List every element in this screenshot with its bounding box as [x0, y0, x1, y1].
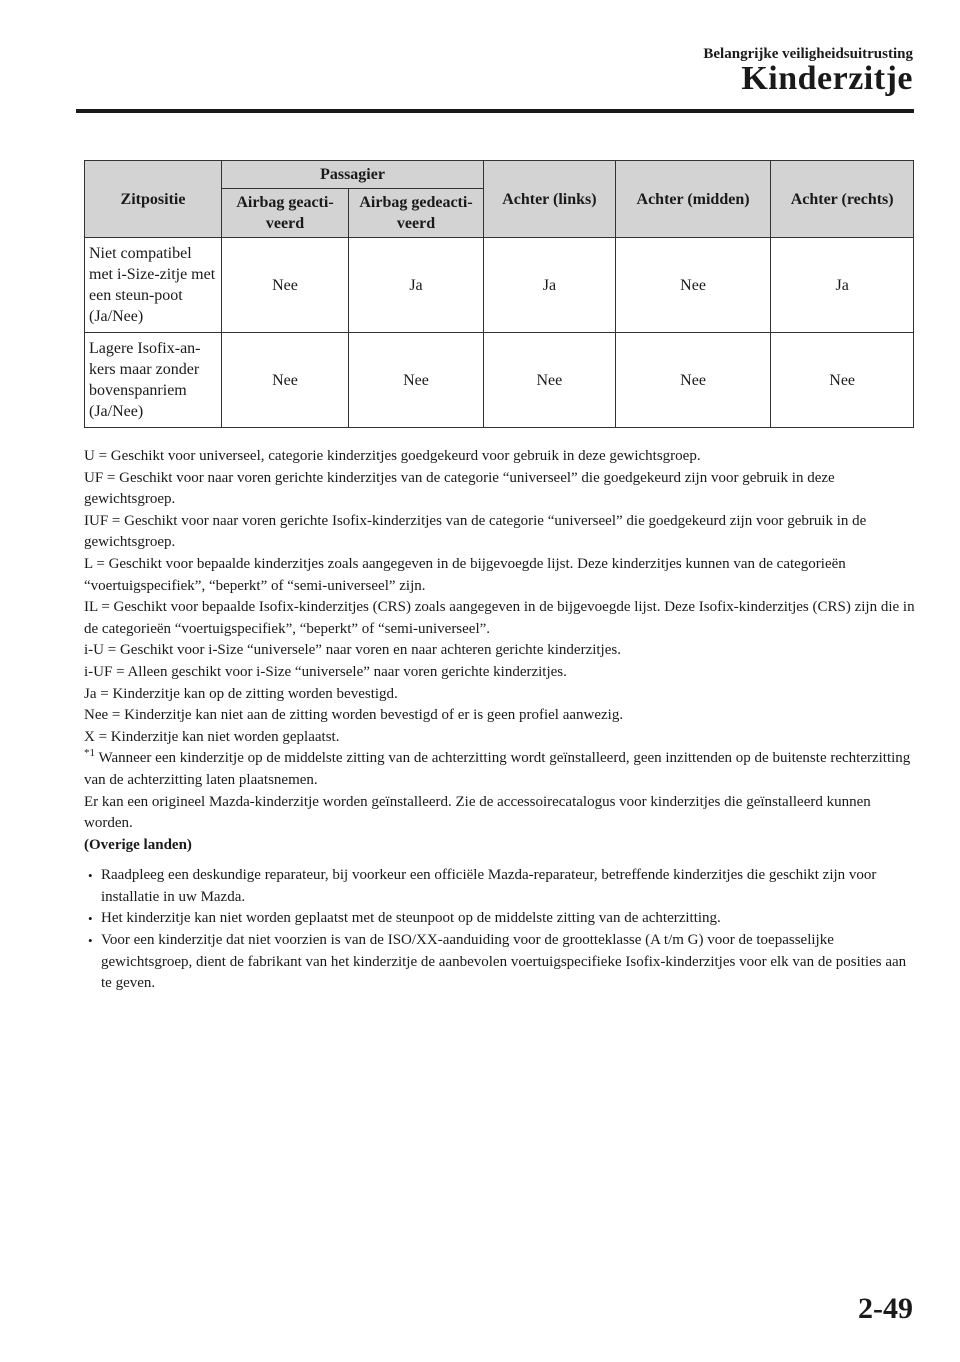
table-cell: Nee — [615, 238, 771, 333]
table-cell: Nee — [222, 238, 349, 333]
table-header-row — [85, 161, 914, 189]
table-cell: Nee — [615, 333, 771, 428]
row-label: Niet compatibel met i-Size-zitje met een steun-poot (Ja/Nee) — [85, 238, 222, 333]
table-cell: Ja — [484, 238, 616, 333]
bullet-icon: • — [88, 933, 93, 949]
table-cell: Nee — [484, 333, 616, 428]
header-airbag-on: Airbag geacti-veerd — [222, 189, 349, 238]
page-number: 2-49 — [858, 1292, 913, 1325]
legend-item: i-UF = Alleen geschikt voor i-Size “universele” naar voren gerichte kinderzitjes. — [84, 663, 567, 680]
legend-item: X = Kinderzitje kan niet worden geplaatst. — [84, 728, 340, 745]
legend-item: L = Geschikt voor bepaalde kinderzitjes zoals aangegeven in de bijgevoegde lijst. Deze kinderzitjes kunnen van de categorieën “voertuigspecifiek”, “beperkt” of “semi-universeel” zijn. — [84, 555, 846, 594]
header-achter-links: Achter (links) — [484, 161, 616, 238]
subheading: (Overige landen) — [84, 836, 192, 853]
footnote-text: Wanneer een kinderzitje op de middelste zitting van de achterzitting wordt geïnstalleerd, geen inzittenden op de buitenste rechterzitting van de achterzitting laten plaatsnemen. — [84, 750, 911, 788]
bullet-icon: • — [88, 868, 93, 884]
table-row — [85, 238, 914, 333]
table-row — [85, 333, 914, 428]
header-zitpositie: Zitpositie — [85, 161, 222, 238]
header-divider — [76, 109, 914, 113]
list-item-text: Voor een kinderzitje dat niet voorzien is van de ISO/XX-aanduiding voor de grootteklasse (A t/m G) voor de toepasselijke gewichtsgroep, dient de fabrikant van het kinderzitje de aanbevolen voertuigspecifieke Isofix-kinderzitjes voor elk van de posities aan te geven. — [101, 932, 907, 992]
list-item-text: Raadpleeg een deskundige reparateur, bij voorkeur een officiële Mazda-reparateur, betreffende kinderzitjes die geschikt zijn voor installatie in uw Mazda. — [101, 867, 877, 905]
body-text — [84, 446, 916, 995]
page-title: Kinderzitje — [741, 60, 913, 97]
footnote-mark: *1 — [84, 747, 95, 760]
legend-item: IL = Geschikt voor bepaalde Isofix-kinderzitjes (CRS) zoals aangegeven in de bijgevoegde lijst. Deze Isofix-kinderzitjes (CRS) zijn die in de categorieën “voertuigspecifiek”, “beperkt” of “semi-universeel”. — [84, 599, 915, 637]
bullet-list — [84, 865, 916, 995]
legend-item: IUF = Geschikt voor naar voren gerichte Isofix-kinderzitjes van de categorie “universeel” die goedgekeurd zijn voor gebruik in de gewichtsgroep. — [84, 512, 867, 551]
list-item — [84, 908, 916, 930]
header-passagier: Passagier — [222, 161, 484, 189]
header-achter-midden: Achter (midden) — [615, 161, 771, 238]
legend-item: Ja = Kinderzitje kan op de zitting worden bevestigd. — [84, 685, 398, 702]
table-cell: Nee — [349, 333, 484, 428]
legend-item: Nee = Kinderzitje kan niet aan de zitting worden bevestigd of er is geen profiel aanwezig. — [84, 707, 624, 724]
section-title: Belangrijke veiligheidsuitrusting — [703, 46, 913, 62]
legend-item: U = Geschikt voor universeel, categorie kinderzitjes goedgekeurd voor gebruik in deze gewichtsgroep. — [84, 448, 701, 464]
legend-item: UF = Geschikt voor naar voren gerichte kinderzitjes van de categorie “universeel” die goedgekeurd zijn voor gebruik in deze gewichtsgroep. — [84, 469, 835, 508]
footnote — [84, 748, 916, 791]
header-achter-rechts: Achter (rechts) — [771, 161, 914, 238]
note-text: Er kan een origineel Mazda-kinderzitje worden geïnstalleerd. Zie de accessoirecatalogus voor kinderzitjes die geïnstalleerd kunnen worden. — [84, 793, 871, 832]
row-label: Lagere Isofix-an-kers maar zonder bovenspanriem (Ja/Nee) — [85, 333, 222, 428]
list-item-text: Het kinderzitje kan niet worden geplaatst met de steunpoot op de middelste zitting van de achterzitting. — [101, 910, 721, 927]
table-cell: Nee — [771, 333, 914, 428]
header-airbag-off: Airbag gedeacti-veerd — [349, 189, 484, 238]
list-item — [84, 865, 916, 908]
table-cell: Ja — [349, 238, 484, 333]
table-cell: Nee — [222, 333, 349, 428]
table-cell: Ja — [771, 238, 914, 333]
legend-item: i-U = Geschikt voor i-Size “universele” naar voren en naar achteren gerichte kinderzitjes. — [84, 642, 621, 659]
seat-compatibility-table — [84, 160, 914, 428]
bullet-icon: • — [88, 911, 93, 927]
list-item — [84, 930, 916, 995]
